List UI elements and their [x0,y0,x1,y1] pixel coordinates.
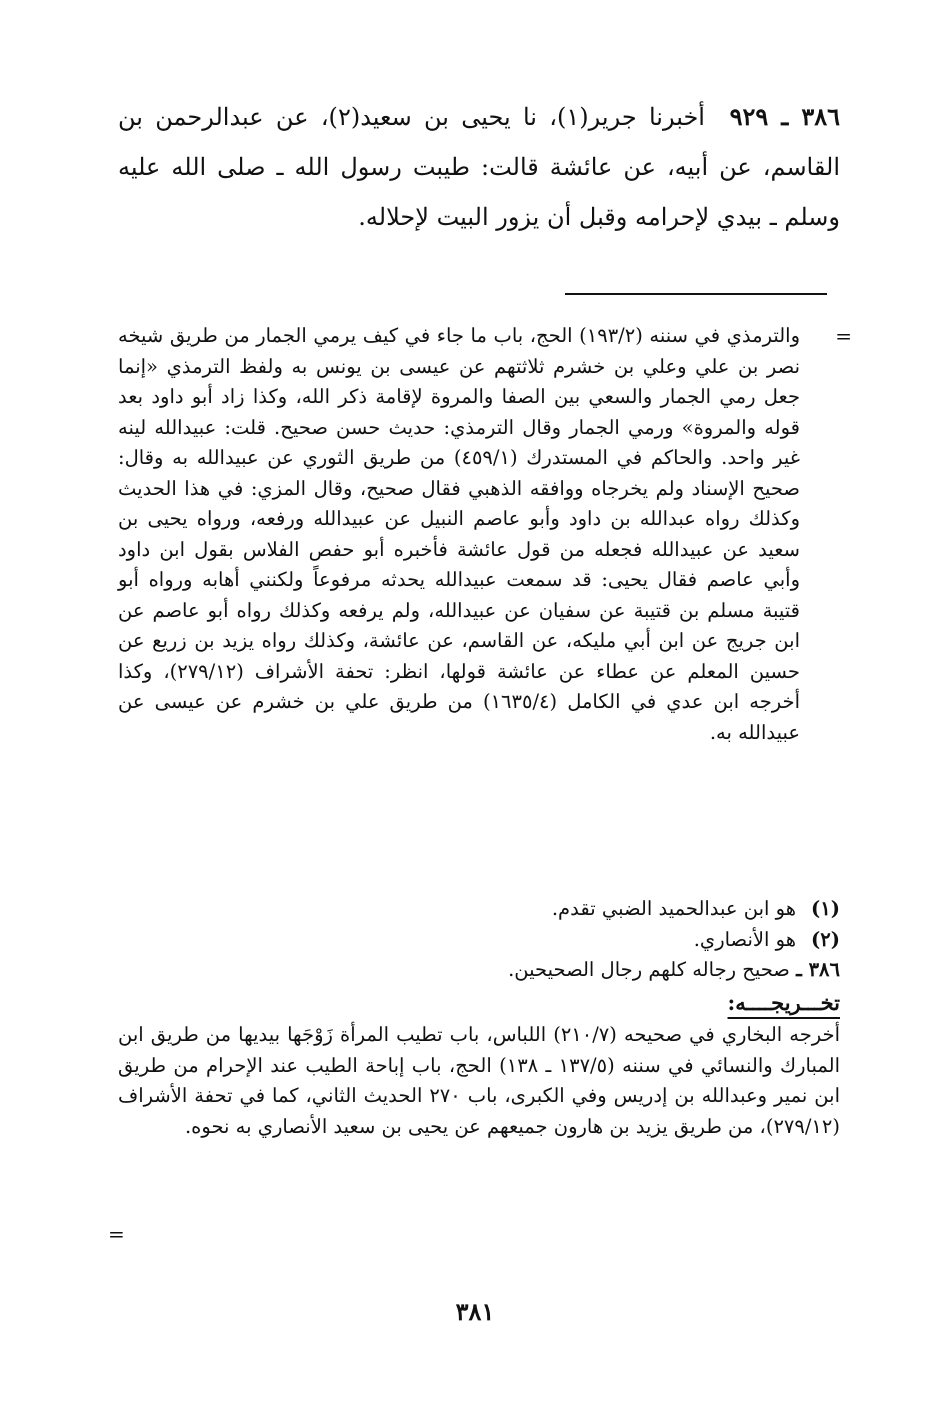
takhrij-heading: تخـــريجــــه: [727,989,840,1015]
hadith-number: ٣٨٦ ـ ٩٢٩ [729,102,840,131]
takhrij-text: أخرجه البخاري في صحيحه (٢١٠/٧) اللباس، باب تطيب المرأة زَوْجَها بيديها من طريق ابن المبارك والنسائي في سننه (١٣٧/٥ ـ ١٣٨) الحج، باب إباحة الطيب عند الإحرام من طريق ابن نمير وعبدالله بن إدريس وفي الكبرى، باب ٢٧٠ الحديث الثاني، كما في تحفة الأشراف (٢٧٩/١٢)، من طريق يزيد بن هارون جميعهم عن يحيى بن سعيد الأنصاري به نحوه. [118,1023,840,1138]
continuation-end-mark: = [108,1222,125,1246]
main-hadith [118,92,840,242]
verdict-number: ٣٨٦ ـ [796,958,840,981]
footnote-2 [118,925,840,956]
footnote-1 [118,894,840,925]
footnote-text: هو ابن عبدالحميد الضبي تقدم. [551,897,796,920]
footnote-number: (٢) [811,927,840,951]
footnote-divider [565,293,827,295]
footnote-continuation [118,321,852,748]
verdict-text: صحيح رجاله كلهم رجال الصحيحين. [508,958,790,981]
footnotes-block [118,894,840,1142]
verdict-line [118,955,840,986]
footnote-text: هو الأنصاري. [693,927,796,951]
continuation-mark: = [835,324,852,348]
footnote-number: (١) [811,897,840,920]
page-number: ٣٨١ [455,1297,495,1326]
hadith-text: أخبرنا جرير(١)، نا يحيى بن سعيد(٢)، عن عبدالرحمن بن القاسم، عن أبيه، عن عائشة قالت: طيبت رسول الله ـ صلى الله عليه وسلم ـ بيدي لإحرامه وقبل أن يزور البيت لإحلاله. [118,103,840,231]
continuation-text: والترمذي في سننه (١٩٣/٢) الحج، باب ما جاء في كيف يرمي الجمار من طريق شيخه نصر بن علي وعلي بن خشرم ثلاثتهم عن عيسى بن يونس به ولفظ الترمذي «إنما جعل رمي الجمار والسعي بين الصفا والمروة لإقامة ذكر الله، وكذا زاد أبو داود بعد قوله والمروة» ورمي الجمار وقال الترمذي: حديث حسن صحيح. قلت: عبيدالله لينه غير واحد. والحاكم في المستدرك (٤٥٩/١) من طريق الثوري عن عبيدالله به وقال: صحيح الإسناد ولم يخرجاه ووافقه الذهبي فقال صحيح، وقال المزي: في هذا الحديث وكذلك رواه عبدالله بن داود وأبو عاصم النبيل عن عبيدالله ورفعه، ورواه يحيى بن سعيد عن عبيدالله فجعله من قول عائشة فأخبره أبو حفص الفلاس بقول ابن داود وأبي عاصم فقال يحيى: قد سمعت عبيدالله يحدثه مرفوعاً ولكنني أهابه ورواه أبو قتيبة مسلم بن قتيبة عن سفيان عن عبيدالله، ولم يرفعه وكذلك رواه أبو عاصم عن ابن جريج عن ابن أبي مليكه، عن القاسم، عن عائشة، وكذلك رواه يزيد بن زريع عن حسين المعلم عن عطاء عن عائشة قولها، انظر: تحفة الأشراف (٢٧٩/١٢)، وكذا أخرجه ابن عدي في الكامل (١٦٣٥/٤) من طريق علي بن خشرم عن عيسى عن عبيدالله به. [118,324,801,744]
main-text-block [118,92,840,242]
